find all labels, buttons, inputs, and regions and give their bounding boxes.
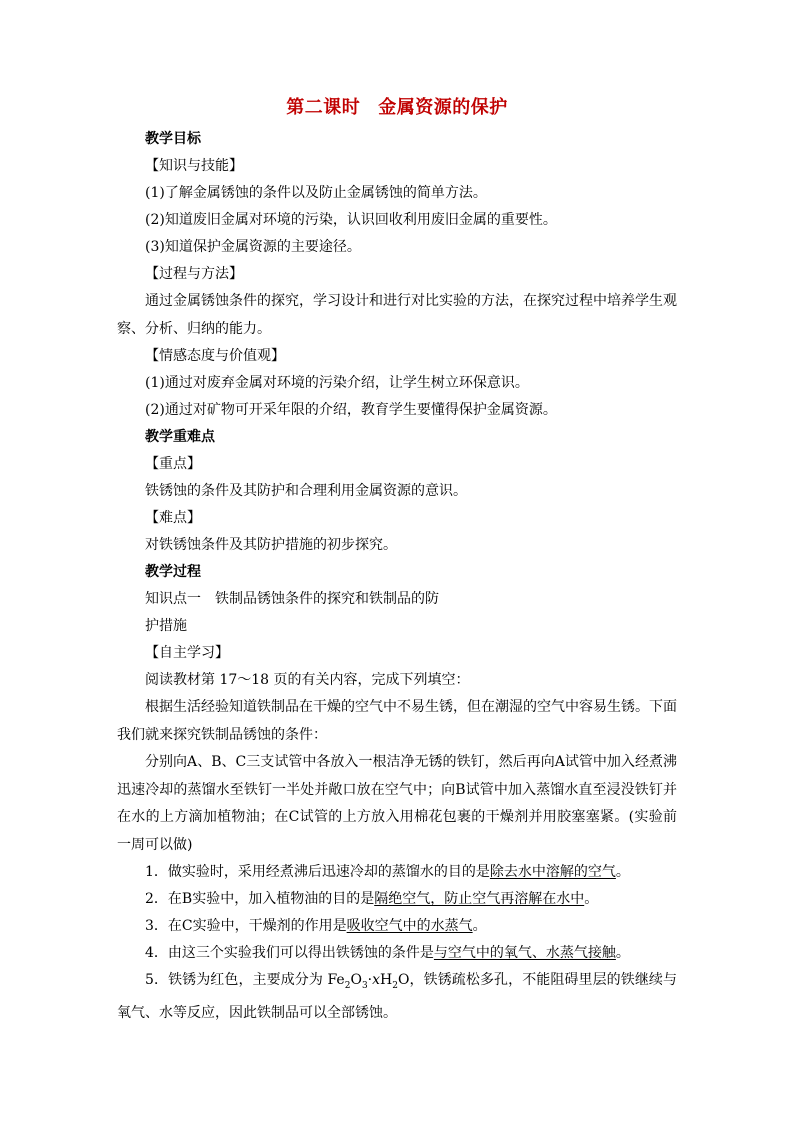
subheading-self-study: 【自主学习】 [145, 645, 229, 661]
subheading-key: 【重点】 [145, 456, 201, 472]
process-paragraph: 通过金属锈蚀条件的探究，学习设计和进行对比实验的方法，在探究过程中培养学生观察、分析、归纳的能力。 [117, 293, 677, 337]
rust-formula: $Fe_2O_3\cdot xH_2O$ [327, 972, 410, 991]
objective-item: (1)通过对废弃金属对环境的污染介绍，让学生树立环保意识。 [145, 375, 529, 391]
page-title [117, 92, 677, 124]
reading-instruction: 阅读教材第 17～18 页的有关内容，完成下列填空： [145, 672, 470, 688]
title-part-2: 金属资源的保护 [378, 97, 508, 118]
subheading-process: 【过程与方法】 [145, 266, 243, 282]
objective-item: (3)知道保护金属资源的主要途径。 [145, 239, 361, 255]
answer-4: 与空气中的氧气、水蒸气接触 [433, 945, 616, 961]
subheading-knowledge: 【知识与技能】 [145, 158, 243, 174]
knowledge-point-title-text: 铁制品锈蚀条件的探究和铁制品的防 [215, 591, 439, 607]
document-page [117, 92, 677, 1028]
answer-3: 吸收空气中的水蒸气 [346, 918, 473, 934]
objective-item: (2)知道废旧金属对环境的污染，认识回收利用废旧金属的重要性。 [145, 212, 557, 228]
question-5: 5．铁锈为红色，主要成分为 $Fe_2O_3\cdot xH_2O$，铁锈疏松多孔，不能阻碍里层的铁继续与氧气、水等反应，因此铁制品可以全部锈蚀。 [117, 972, 677, 1022]
knowledge-point-label: 知识点一 [145, 591, 201, 607]
objective-item: (1)了解金属锈蚀的条件以及防止金属锈蚀的简单方法。 [145, 185, 487, 201]
knowledge-point-title [117, 586, 677, 613]
experiment-paragraph: 分别向A、B、C三支试管中各放入一根洁净无锈的铁钉，然后再向A试管中加入经煮沸迅速冷却的蒸馏水至铁钉一半处并敞口放在空气中；向B试管中加入蒸馏水直至浸没铁钉并在水的上方滴加植物油；在C试管的上方放入用棉花包裹的干燥剂并用胶塞塞紧。(实验前一周可以做) [117, 754, 677, 853]
knowledge-point-title-cont: 护措施 [145, 618, 187, 634]
intro-paragraph: 根据生活经验知道铁制品在干燥的空气中不易生锈，但在潮湿的空气中容易生锈。下面我们就来探究铁制品锈蚀的条件： [117, 699, 677, 743]
question-1: 1．做实验时，采用经煮沸后迅速冷却的蒸馏水的目的是除去水中溶解的空气。 [145, 864, 630, 880]
question-3: 3．在C实验中，干燥剂的作用是吸收空气中的水蒸气。 [145, 918, 487, 934]
question-2: 2．在B实验中，加入植物油的目的是隔绝空气，防止空气再溶解在水中。 [145, 891, 599, 907]
section-heading-difficulty: 教学重难点 [145, 429, 215, 445]
section-heading-process: 教学过程 [145, 564, 201, 580]
answer-1: 除去水中溶解的空气 [489, 864, 616, 880]
subheading-emotion: 【情感态度与价值观】 [145, 348, 285, 364]
question-4: 4．由这三个实验我们可以得出铁锈蚀的条件是与空气中的氧气、水蒸气接触。 [145, 945, 630, 961]
objective-item: (2)通过对矿物可开采年限的介绍，教育学生要懂得保护金属资源。 [145, 402, 557, 418]
key-text: 铁锈蚀的条件及其防护和合理利用金属资源的意识。 [145, 483, 467, 499]
section-heading-objectives: 教学目标 [145, 131, 201, 147]
answer-2: 隔绝空气，防止空气再溶解在水中 [374, 891, 585, 907]
title-part-1: 第二课时 [286, 97, 361, 118]
hard-text: 对铁锈蚀条件及其防护措施的初步探究。 [145, 537, 397, 553]
subheading-hard: 【难点】 [145, 510, 201, 526]
